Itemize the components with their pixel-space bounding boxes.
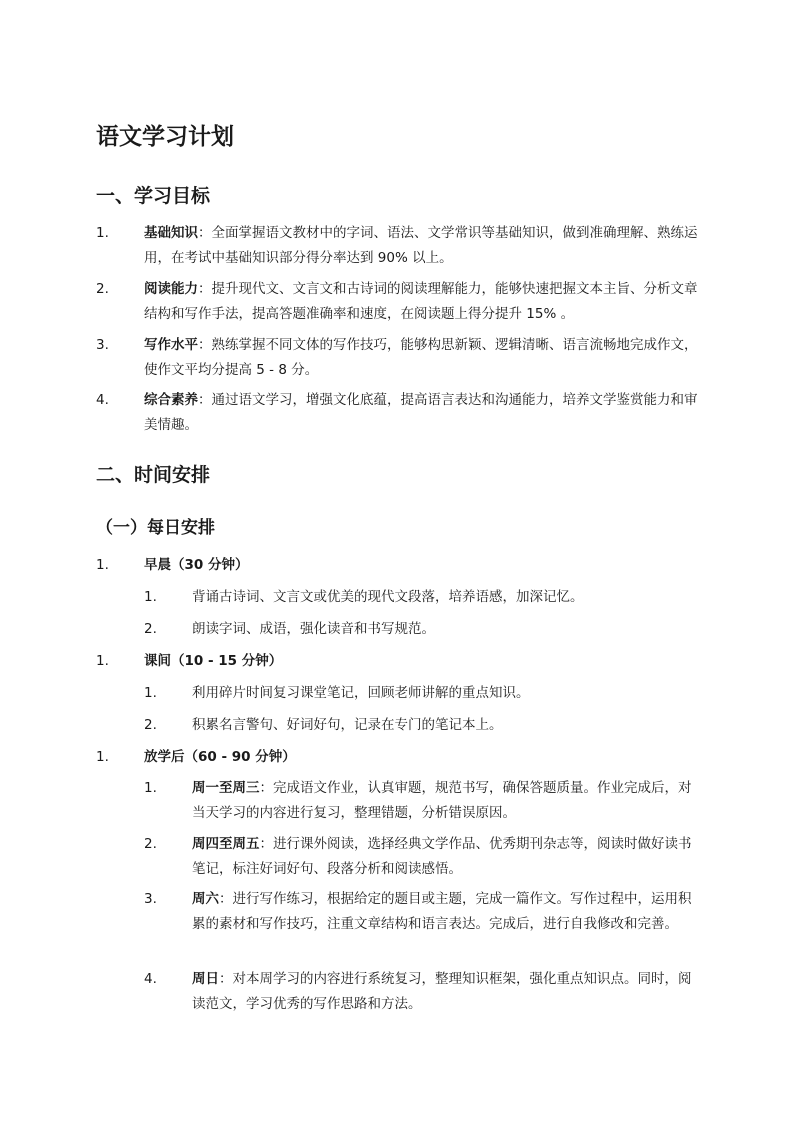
goal-term: 阅读能力 — [144, 281, 198, 297]
goal-item — [96, 388, 700, 438]
term-separator: ： — [198, 337, 212, 353]
schedule-group-break — [96, 649, 700, 674]
list-number: 3. — [144, 891, 157, 907]
goal-term: 基础知识 — [144, 225, 198, 241]
schedule-group-morning — [96, 553, 700, 578]
item-text: 利用碎片时间复习课堂笔记，回顾老师讲解的重点知识。 — [192, 685, 530, 701]
list-number: 4. — [144, 971, 157, 987]
goal-text: 全面掌握语文教材中的字词、语法、文学常识等基础知识，做到准确理解、熟练运用，在考试中基础知识部分得分率达到 90% 以上。 — [144, 225, 698, 266]
item-text: 朗读字词、成语，强化读音和书写规范。 — [192, 621, 435, 637]
item-text: 完成语文作业，认真审题，规范书写，确保答题质量。作业完成后，对当天学习的内容进行复习，整理错题，分析错误原因。 — [192, 780, 692, 821]
goal-item — [96, 277, 700, 327]
list-number: 2. — [96, 281, 109, 297]
term-separator: ： — [259, 780, 273, 796]
goal-item — [96, 333, 700, 383]
list-number: 1. — [96, 557, 109, 573]
goal-text: 提升现代文、文言文和古诗词的阅读理解能力，能够快速把握文本主旨、分析文章结构和写作手法，提高答题准确率和速度，在阅读题上得分提升 15% 。 — [144, 281, 698, 322]
schedule-item — [144, 776, 700, 826]
list-number: 1. — [96, 653, 109, 669]
schedule-item — [144, 887, 700, 937]
item-term: 周四至周五 — [192, 836, 260, 852]
schedule-item — [144, 681, 700, 706]
item-text: 背诵古诗词、文言文或优美的现代文段落，培养语感，加深记忆。 — [192, 589, 584, 605]
item-text: 积累名言警句、好词好句，记录在专门的笔记本上。 — [192, 717, 503, 733]
goal-text: 熟练掌握不同文体的写作技巧，能够构思新颖、逻辑清晰、语言流畅地完成作文，使作文平均分提高 5 - 8 分。 — [144, 337, 698, 378]
schedule-item — [144, 617, 700, 642]
group-label: 早晨（30 分钟） — [144, 557, 249, 573]
list-number: 2. — [144, 836, 157, 852]
schedule-group-after-school — [96, 745, 700, 770]
list-number: 1. — [144, 780, 157, 796]
section-heading-schedule: 二、时间安排 — [96, 464, 211, 486]
list-number: 1. — [144, 589, 157, 605]
section-heading-goals: 一、学习目标 — [96, 185, 211, 207]
group-label: 课间（10 - 15 分钟） — [144, 653, 283, 669]
list-number: 1. — [96, 225, 109, 241]
item-term: 周日 — [192, 971, 219, 987]
list-number: 3. — [96, 337, 109, 353]
term-separator: ： — [219, 971, 233, 987]
schedule-item — [144, 713, 700, 738]
item-term: 周六 — [192, 891, 219, 907]
item-text: 进行写作练习，根据给定的题目或主题，完成一篇作文。写作过程中，运用积累的素材和写作技巧，注重文章结构和语言表达。完成后，进行自我修改和完善。 — [192, 891, 692, 932]
item-text: 对本周学习的内容进行系统复习，整理知识框架，强化重点知识点。同时，阅读范文，学习优秀的写作思路和方法。 — [192, 971, 692, 1012]
group-label: 放学后（60 - 90 分钟） — [144, 749, 296, 765]
term-separator: ： — [219, 891, 233, 907]
goal-item — [96, 221, 700, 271]
schedule-item — [144, 585, 700, 610]
subsection-heading-daily: （一）每日安排 — [96, 518, 215, 538]
item-term: 周一至周三 — [192, 780, 260, 796]
schedule-item — [144, 967, 700, 1017]
list-number: 2. — [144, 717, 157, 733]
schedule-item — [144, 832, 700, 882]
list-number: 2. — [144, 621, 157, 637]
list-number: 4. — [96, 392, 109, 408]
term-separator: ： — [259, 836, 273, 852]
term-separator: ： — [198, 225, 212, 241]
term-separator: ： — [198, 392, 212, 408]
goal-term: 写作水平 — [144, 337, 198, 353]
goal-text: 通过语文学习，增强文化底蕴，提高语言表达和沟通能力，培养文学鉴赏能力和审美情趣。 — [144, 392, 698, 433]
list-number: 1. — [144, 685, 157, 701]
goal-term: 综合素养 — [144, 392, 198, 408]
document-title: 语文学习计划 — [96, 124, 234, 150]
term-separator: ： — [198, 281, 212, 297]
item-text: 进行课外阅读，选择经典文学作品、优秀期刊杂志等，阅读时做好读书笔记，标注好词好句、段落分析和阅读感悟。 — [192, 836, 692, 877]
list-number: 1. — [96, 749, 109, 765]
